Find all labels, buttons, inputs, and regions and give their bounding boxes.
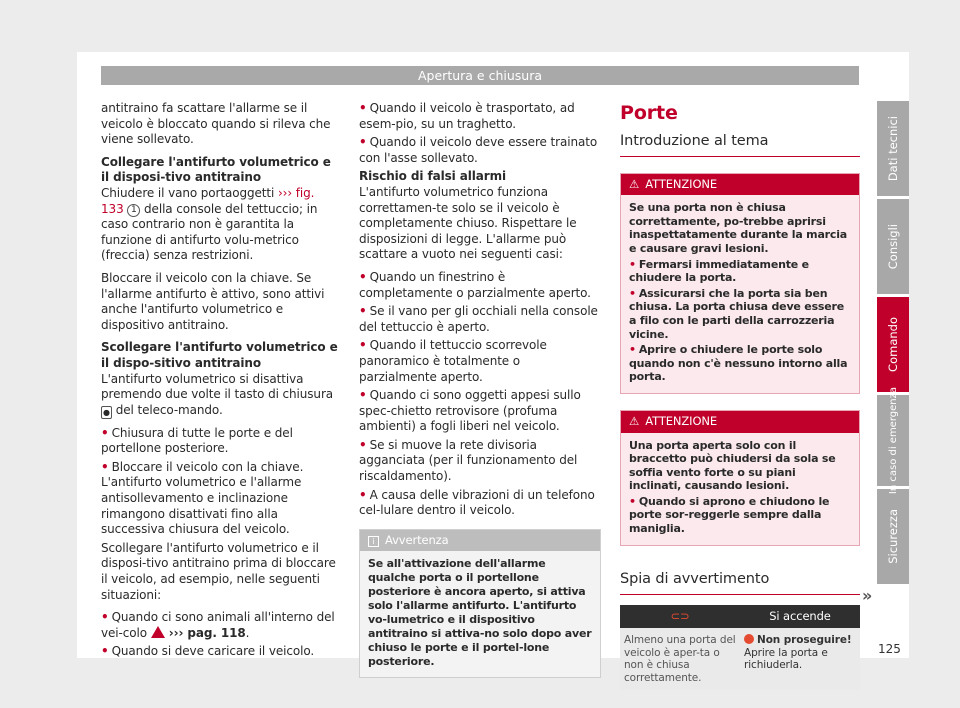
warning-lamp-icon xyxy=(744,634,754,644)
note-box xyxy=(359,529,601,679)
warning-header: ⚠ ATTENZIONE xyxy=(621,174,859,196)
warning-box xyxy=(620,173,860,394)
column-2 xyxy=(359,101,601,678)
warning-triangle-icon: ⚠ xyxy=(629,176,640,191)
warning-header: ⚠ ATTENZIONE xyxy=(621,411,859,433)
table-header-lamp xyxy=(620,605,740,628)
ref-arrow[interactable]: ››› xyxy=(277,185,293,200)
continued-marker: » xyxy=(862,586,873,605)
table-row xyxy=(620,628,860,690)
note-header: i Avvertenza xyxy=(360,530,600,552)
page-number: 125 xyxy=(878,642,901,656)
column-3 xyxy=(620,101,860,690)
tab-emergenza[interactable]: In caso di emergenza xyxy=(877,395,909,486)
list-item: • Quando il veicolo deve essere trainato con l'asse sollevato. xyxy=(359,135,598,165)
table-cell: Non proseguire! Aprire la porta e richiuderla. xyxy=(740,628,860,690)
paragraph: Chiudere il vano portaoggetti ››› fig. 133 1 della console del tettuccio; in caso contrario non è garantita la funzione di antifurto volu-metrico (freccia) senza restrizioni. xyxy=(101,185,318,263)
heading-collegare: Collegare l'antifurto volumetrico e il disposi-tivo antitraino xyxy=(101,154,331,185)
list-item: • Se si muove la rete divisoria agganciata (per il funzionamento del riscaldamento). xyxy=(359,437,578,484)
paragraph: Bloccare il veicolo con la chiave. Se l'allarme antifurto è attivo, sono attivi anche l'antifurto volumetrico e dispositivo antitraino. xyxy=(101,270,325,332)
tab-sicurezza[interactable]: Sicurezza xyxy=(877,489,909,584)
subsection-title: Spia di avvertimento xyxy=(620,572,860,596)
note-body: Se all'attivazione dell'allarme qualche porta o il portellone posteriore è ancora aperto, si attiva solo l'allarme antifurto. L'antifurto vo-lumetrico e il dispositivo antitraino si attiva-no solo dopo aver chiuso le porte e il portel-lone posteriore. xyxy=(368,557,592,669)
warning-triangle-icon: ⚠ xyxy=(629,413,640,428)
side-tabs xyxy=(877,101,909,587)
list-item: • Bloccare il veicolo con la chiave. L'antifurto volumetrico e l'allarme antisollevamento e inclinazione rimangono disattivati fino alla successiva chiusura del veicolo. xyxy=(101,459,304,537)
table-header-state: Si accende xyxy=(740,605,860,628)
paragraph: antitraino fa scattare l'allarme se il veicolo è bloccato quando si rileva che viene sollevato. xyxy=(101,101,331,147)
info-icon: i xyxy=(368,536,379,547)
page-link[interactable]: ››› pag. 118 xyxy=(164,625,246,640)
list-item: • Chiusura di tutte le porte e del portellone posteriore. xyxy=(101,425,293,456)
list-item: • Se il vano per gli occhiali nella console del tettuccio è aperto. xyxy=(359,304,598,334)
callout-number: 1 xyxy=(127,204,140,217)
warning-triangle-icon xyxy=(151,626,165,638)
subsection-title: Introduzione al tema xyxy=(620,134,860,157)
tab-dati-tecnici[interactable]: Dati tecnici xyxy=(877,101,909,196)
chapter-header: Apertura e chiusura xyxy=(101,66,859,85)
list-item: • Quando il veicolo è trasportato, ad esem-pio, su un traghetto. xyxy=(359,101,575,131)
heading-scollegare: Scollegare l'antifurto volumetrico e il dispo-sitivo antitraino xyxy=(101,340,338,370)
warning-body: Se una porta non è chiusa correttamente, po-trebbe aprirsi inaspettatamente durante la marcia e causare gravi lesioni. • Fermarsi immediatamente e chiudere la porta. • Assicurarsi che la porta sia ben chiusa. La porta chiusa deve essere a filo con le parti della carrozzeria vicine. • Aprire o chiudere le porte solo quando non c'è nessuno intorno alla porta. xyxy=(629,201,848,384)
list-item: • Quando ci sono oggetti appesi sullo spec-chietto retrovisore (profuma ambienti) a fogli liberi nel veicolo. xyxy=(359,388,581,434)
lock-key-icon: ● xyxy=(101,406,112,419)
list-item: • A causa delle vibrazioni di un telefono cel-lulare dentro il veicolo. xyxy=(359,487,595,518)
tab-comando[interactable]: Comando xyxy=(877,297,909,392)
paragraph: L'antifurto volumetrico funziona correttamen-te solo se il veicolo è completamente chiuso. Rispettare le disposizioni di legge. L'allarme può scattare a vuoto nei seguenti casi: xyxy=(359,184,577,262)
heading-falsi-allarmi: Rischio di falsi allarmi xyxy=(359,169,506,184)
list-item: • Quando ci sono animali all'interno del vei-colo ››› pag. 118. xyxy=(101,610,335,640)
paragraph: Scollegare l'antifurto volumetrico e il disposi-tivo antitraino prima di bloccare il veicolo, ad esempio, nelle seguenti situazioni: xyxy=(101,540,336,602)
warning-box xyxy=(620,410,860,546)
paragraph: L'antifurto volumetrico si disattiva premendo due volte il tasto di chiusura ● del teleco-mando. xyxy=(101,371,334,417)
list-item: • Quando un finestrino è completamente o parzialmente aperto. xyxy=(359,269,591,300)
table-cell: Almeno una porta del veicolo è aper-ta o non è chiusa correttamente. xyxy=(620,628,740,690)
list-item: • Quando si deve caricare il veicolo. xyxy=(101,644,315,659)
warning-lamp-table xyxy=(620,605,860,690)
list-item: • Quando il tettuccio scorrevole panoramico è totalmente o parzialmente aperto. xyxy=(359,338,547,384)
figure-link[interactable]: fig. 133 xyxy=(101,185,315,216)
warning-body: Una porta aperta solo con il braccetto può chiudersi da sola se soffia vento forte o su piani inclinati, causando lesioni. • Quando si aprono e chiudono le porte sor-reggerle sempre dalla maniglia. xyxy=(629,438,836,536)
section-title: Porte xyxy=(620,102,678,124)
tab-consigli[interactable]: Consigli xyxy=(877,199,909,294)
door-open-lamp-icon: ⊂⊃ xyxy=(670,608,690,623)
column-1 xyxy=(101,101,339,663)
